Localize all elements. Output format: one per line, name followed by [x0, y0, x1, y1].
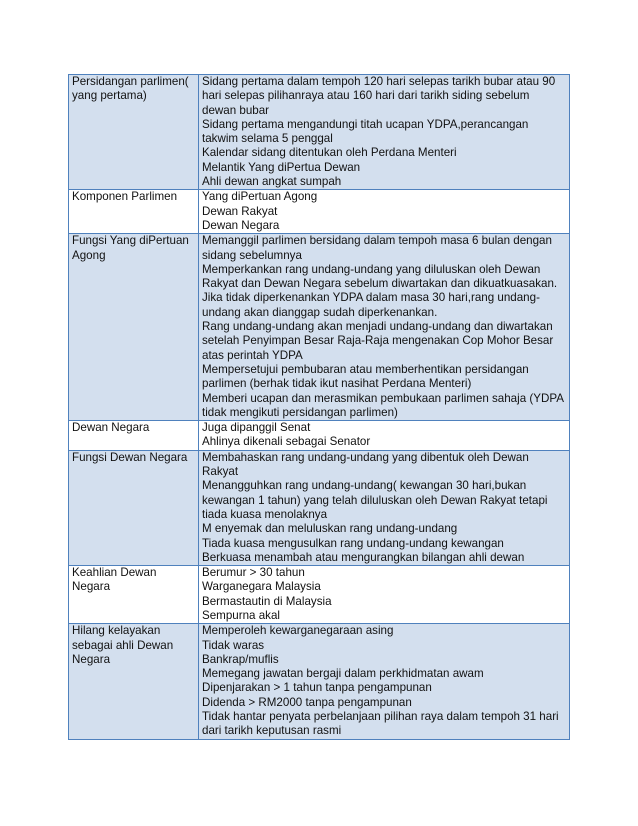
- detail-line: Dewan Rakyat: [202, 204, 278, 218]
- detail-line: Yang diPertuan Agong: [202, 190, 318, 204]
- row-topic: Persidangan parlimen( yang pertama): [69, 75, 199, 190]
- detail-line: Berkuasa menambah atau mengurangkan bilangan ahli dewan: [202, 550, 525, 564]
- row-topic: Hilang kelayakan sebagai ahli Dewan Negara: [69, 624, 199, 739]
- detail-line: Dipenjarakan > 1 tahun tanpa pengampunan: [202, 681, 432, 695]
- detail-line: Tidak waras: [202, 638, 265, 652]
- detail-line: Berumur > 30 tahun: [202, 566, 305, 580]
- row-topic: Keahlian Dewan Negara: [69, 566, 199, 624]
- detail-line: Memberi ucapan dan merasmikan pembukaan parlimen sahaja (YDPA tidak mengikuti persidangan parlimen): [202, 391, 564, 419]
- detail-line: Melantik Yang diPertua Dewan: [202, 160, 361, 174]
- detail-line: Menangguhkan rang undang-undang( kewangan 30 hari,bukan kewangan 1 tahun) yang telah diluluskan oleh Dewan Rakyat tetapi tiada kuasa menolaknya: [202, 479, 548, 521]
- detail-line: Memanggil parlimen bersidang dalam tempoh masa 6 bulan dengan sidang sebelumnya: [202, 234, 552, 262]
- detail-line: Tiada kuasa mengusulkan rang undang-undang kewangan: [202, 536, 504, 550]
- detail-line: Rang undang-undang akan menjadi undang-undang dan diwartakan setelah Penyimpan Besar Raja-Raja mengenakan Cop Mohor Besar atas perintah YDPA: [202, 320, 554, 362]
- table-row: [69, 75, 570, 190]
- detail-line: Ahli dewan angkat sumpah: [202, 175, 342, 189]
- detail-line: Sidang pertama dalam tempoh 120 hari selepas tarikh bubar atau 90 hari selepas pilihanraya atau 160 hari dari tarikh siding sebelum dewan bubar: [202, 75, 556, 117]
- table-row: [69, 234, 570, 421]
- detail-line: M enyemak dan meluluskan rang undang-undang: [202, 522, 458, 536]
- detail-line: Juga dipanggil Senat: [202, 421, 311, 435]
- table-row: [69, 450, 570, 565]
- row-details: [199, 190, 570, 234]
- row-details: [199, 234, 570, 421]
- detail-line: Memegang jawatan bergaji dalam perkhidmatan awam: [202, 667, 484, 681]
- detail-line: Didenda > RM2000 tanpa pengampunan: [202, 695, 412, 709]
- table-row: [69, 624, 570, 739]
- row-details: [199, 75, 570, 190]
- row-details: [199, 450, 570, 565]
- detail-line: Bankrap/muflis: [202, 652, 279, 666]
- table-row: [69, 566, 570, 624]
- detail-line: Dewan Negara: [202, 218, 280, 232]
- row-details: [199, 421, 570, 451]
- table-row: [69, 421, 570, 451]
- detail-line: Warganegara Malaysia: [202, 580, 321, 594]
- row-details: [199, 566, 570, 624]
- detail-line: Memperoleh kewarganegaraan asing: [202, 624, 394, 638]
- detail-line: Bermastautin di Malaysia: [202, 594, 332, 608]
- row-topic: Komponen Parlimen: [69, 190, 199, 234]
- detail-line: Ahlinya dikenali sebagai Senator: [202, 435, 371, 449]
- row-topic: Fungsi Dewan Negara: [69, 450, 199, 565]
- row-topic: Dewan Negara: [69, 421, 199, 451]
- row-details: [199, 624, 570, 739]
- detail-line: Mempersetujui pembubaran atau memberhentikan persidangan parlimen (berhak tidak ikut nasihat Perdana Menteri): [202, 362, 529, 391]
- detail-line: Tidak hantar penyata perbelanjaan pilihan raya dalam tempoh 31 hari dari tarikh keputusan rasmi: [202, 710, 559, 738]
- detail-line: Sidang pertama mengandungi titah ucapan YDPA,perancangan takwim selama 5 penggal: [202, 117, 529, 146]
- row-topic: Fungsi Yang diPertuan Agong: [69, 234, 199, 421]
- notes-table-body: [69, 75, 570, 740]
- table-row: [69, 190, 570, 234]
- detail-line: Kalendar sidang ditentukan oleh Perdana Menteri: [202, 146, 457, 160]
- detail-line: Membahaskan rang undang-undang yang dibentuk oleh Dewan Rakyat: [202, 450, 529, 479]
- notes-table: [68, 74, 570, 740]
- detail-line: Sempurna akal: [202, 608, 280, 622]
- detail-line: Memperkankan rang undang-undang yang diluluskan oleh Dewan Rakyat dan Dewan Negara sebelum diwartakan dan dikuatkuasakan. Jika tidak diperkenankan YDPA dalam masa 30 hari,rang undang-undang akan dianggap sudah diperkenankan.: [202, 262, 558, 319]
